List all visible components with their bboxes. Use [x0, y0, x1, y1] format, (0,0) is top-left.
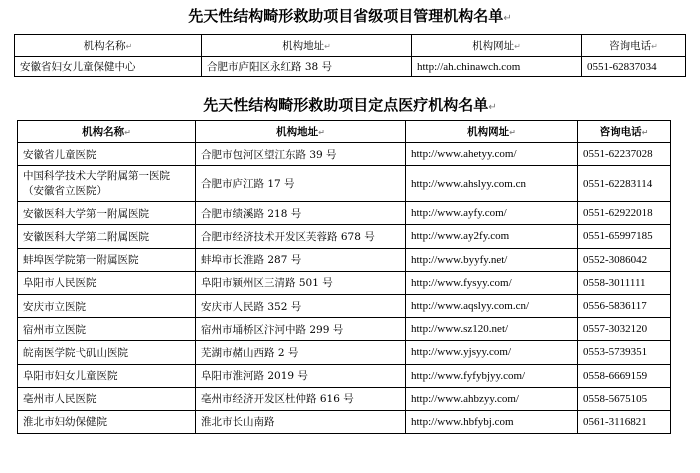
cell-phone: 0551-62922018	[578, 202, 671, 225]
cell-website[interactable]: http://www.fysyy.com/	[406, 271, 578, 294]
cell-address: 阜阳市淮河路 2019 号	[196, 364, 406, 387]
cell-website[interactable]: http://www.ahetyy.com/	[406, 143, 578, 166]
cell-name: 淮北市妇幼保健院	[18, 410, 196, 433]
cell-website[interactable]: http://www.yjsyy.com/	[406, 341, 578, 364]
cell-phone: 0551-62837034	[582, 57, 686, 77]
cell-address: 淮北市长山南路	[196, 410, 406, 433]
cell-name: 安徽医科大学第一附属医院	[18, 202, 196, 225]
cell-address: 亳州市经济开发区杜仲路 616 号	[196, 387, 406, 410]
cell-phone: 0552-3086042	[578, 248, 671, 271]
cell-name: 安徽省妇女儿童保健中心	[15, 57, 202, 77]
cell-address: 合肥市包河区望江东路 39 号	[196, 143, 406, 166]
cell-website[interactable]: http://www.sz120.net/	[406, 318, 578, 341]
table-row	[18, 364, 671, 387]
header-address: 机构地址↵	[202, 35, 412, 57]
header-address: 机构地址↵	[196, 121, 406, 143]
table-row	[15, 57, 686, 77]
cell-website[interactable]: http://ah.chinawch.com	[412, 57, 582, 77]
cell-name: 安徽省儿童医院	[18, 143, 196, 166]
cell-address: 合肥市绩溪路 218 号	[196, 202, 406, 225]
cell-name: 中国科学技术大学附属第一医院（安徽省立医院）	[18, 166, 196, 202]
cell-phone: 0558-6669159	[578, 364, 671, 387]
cell-name: 安徽医科大学第二附属医院	[18, 225, 196, 248]
header-name: 机构名称↵	[18, 121, 196, 143]
cell-address: 安庆市人民路 352 号	[196, 294, 406, 317]
table-row	[18, 166, 671, 202]
cell-name: 皖南医学院弋矶山医院	[18, 341, 196, 364]
cell-address: 芜湖市赭山西路 2 号	[196, 341, 406, 364]
table-row	[18, 410, 671, 433]
cell-website[interactable]: http://www.ayfy.com/	[406, 202, 578, 225]
cell-address: 蚌埠市长淮路 287 号	[196, 248, 406, 271]
designated-header-row	[18, 121, 671, 143]
cell-name: 蚌埠医学院第一附属医院	[18, 248, 196, 271]
header-phone: 咨询电话↵	[582, 35, 686, 57]
table-row	[18, 318, 671, 341]
cell-name: 阜阳市妇女儿童医院	[18, 364, 196, 387]
cell-phone: 0557-3032120	[578, 318, 671, 341]
cell-website[interactable]: http://www.fyfybjyy.com/	[406, 364, 578, 387]
table-row	[18, 202, 671, 225]
designated-title: 先天性结构畸形救助项目定点医疗机构名单↵	[203, 96, 497, 114]
cell-website[interactable]: http://www.ahbzyy.com/	[406, 387, 578, 410]
provincial-header-row	[15, 35, 686, 57]
cell-website[interactable]: http://www.aqslyy.com.cn/	[406, 294, 578, 317]
cell-address: 合肥市经济技术开发区芙蓉路 678 号	[196, 225, 406, 248]
header-phone: 咨询电话↵	[578, 121, 671, 143]
cell-website[interactable]: http://www.ay2fy.com	[406, 225, 578, 248]
cell-phone: 0553-5739351	[578, 341, 671, 364]
cell-address: 合肥市庐阳区永红路 38 号	[202, 57, 412, 77]
cell-phone: 0551-62237028	[578, 143, 671, 166]
cell-phone: 0551-62283114	[578, 166, 671, 202]
cell-address: 宿州市埇桥区汴河中路 299 号	[196, 318, 406, 341]
provincial-title: 先天性结构畸形救助项目省级项目管理机构名单↵	[188, 7, 512, 25]
cell-name: 阜阳市人民医院	[18, 271, 196, 294]
cell-phone: 0558-3011111	[578, 271, 671, 294]
header-website: 机构网址↵	[412, 35, 582, 57]
table-row	[18, 294, 671, 317]
provincial-table	[14, 34, 686, 77]
cell-name: 亳州市人民医院	[18, 387, 196, 410]
header-name: 机构名称↵	[15, 35, 202, 57]
cell-phone: 0556-5836117	[578, 294, 671, 317]
cell-phone: 0561-3116821	[578, 410, 671, 433]
table-row	[18, 248, 671, 271]
cell-phone: 0558-5675105	[578, 387, 671, 410]
designated-table	[17, 120, 671, 434]
table-row	[18, 225, 671, 248]
cell-website[interactable]: http://www.ahslyy.com.cn	[406, 166, 578, 202]
table-row	[18, 143, 671, 166]
cell-website[interactable]: http://www.byyfy.net/	[406, 248, 578, 271]
cell-name: 安庆市立医院	[18, 294, 196, 317]
cell-name: 宿州市立医院	[18, 318, 196, 341]
table-row	[18, 271, 671, 294]
cell-address: 合肥市庐江路 17 号	[196, 166, 406, 202]
cell-website[interactable]: http://www.hbfybj.com	[406, 410, 578, 433]
cell-phone: 0551-65997185	[578, 225, 671, 248]
header-website: 机构网址↵	[406, 121, 578, 143]
cell-address: 阜阳市颍州区三清路 501 号	[196, 271, 406, 294]
table-row	[18, 341, 671, 364]
table-row	[18, 387, 671, 410]
